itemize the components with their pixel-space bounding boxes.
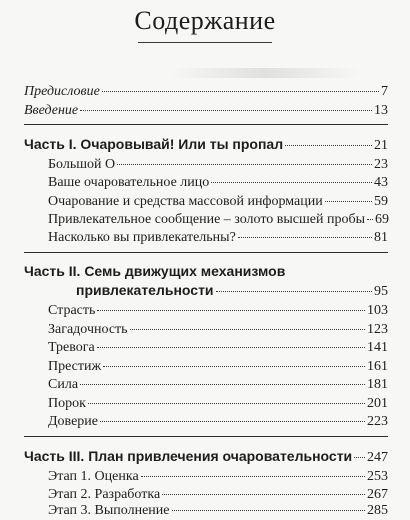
toc-chapter <box>48 413 388 431</box>
toc-chapter <box>48 211 388 229</box>
dot-leader <box>103 366 365 367</box>
entry-page: 267 <box>367 487 388 502</box>
part-page: 95 <box>374 284 388 299</box>
entry-page: 43 <box>374 175 388 190</box>
toc-chapter <box>48 395 388 413</box>
dot-leader <box>141 476 365 477</box>
entry-page: 161 <box>367 359 388 374</box>
entry-page: 141 <box>367 340 388 355</box>
part-title: Часть III. План привлечения очаровательности <box>24 448 353 464</box>
section-divider <box>24 124 388 125</box>
section-divider <box>24 252 388 253</box>
dot-leader <box>354 457 365 458</box>
entry-page: 123 <box>367 322 388 337</box>
entry-page: 201 <box>367 396 388 411</box>
dot-leader <box>172 510 366 511</box>
toc-chapter <box>48 302 388 320</box>
dot-leader <box>97 310 365 311</box>
part-title: Часть I. Очаровывай! Или ты пропал <box>24 136 284 152</box>
entry-label: Насколько вы привлекательны? <box>48 230 236 245</box>
entry-label: Престиж <box>48 359 102 374</box>
toc-chapter <box>48 376 388 394</box>
dot-leader <box>211 182 372 183</box>
toc-part-3 <box>24 447 388 467</box>
entry-label: Введение <box>24 103 79 118</box>
dot-leader <box>88 403 365 404</box>
entry-label: Ваше очаровательное лицо <box>48 175 210 190</box>
entry-page: 253 <box>367 469 388 484</box>
entry-label: Страсть <box>48 303 96 318</box>
entry-page: 223 <box>367 414 388 429</box>
entry-label: Тревога <box>48 340 95 355</box>
toc-chapter <box>48 502 388 520</box>
part-title-line2: привлекательности <box>76 282 214 298</box>
entry-page: 13 <box>374 103 388 118</box>
entry-page: 103 <box>367 303 388 318</box>
entry-label: Порок <box>48 396 86 411</box>
dot-leader <box>238 237 372 238</box>
dot-leader <box>80 110 372 111</box>
entry-page: 285 <box>367 503 388 518</box>
dot-leader <box>325 201 372 202</box>
toc-chapter <box>48 358 388 376</box>
dot-leader <box>130 329 365 330</box>
entry-label: Загадочность <box>48 322 128 337</box>
part-page: 247 <box>367 450 388 465</box>
entry-page: 7 <box>381 84 388 99</box>
bleed-through-shadow <box>170 68 360 78</box>
toc-chapter <box>48 193 388 211</box>
dot-leader <box>285 145 372 146</box>
part-page: 21 <box>374 138 388 153</box>
dot-leader <box>102 91 379 92</box>
entry-label: Привлекательное сообщение – золото высшей пробы <box>48 212 366 227</box>
toc-chapter <box>48 229 388 247</box>
dot-leader <box>216 291 372 292</box>
dot-leader <box>80 384 365 385</box>
dot-leader <box>97 347 365 348</box>
entry-label: Этап 1. Оценка <box>48 469 139 484</box>
dot-leader <box>367 219 373 220</box>
toc-entry-introduction <box>24 102 388 120</box>
entry-label: Очарование и средства массовой информации <box>48 194 323 209</box>
entry-page: 59 <box>374 194 388 209</box>
entry-label: Доверие <box>48 414 98 429</box>
entry-page: 69 <box>375 212 390 227</box>
title-underline <box>138 42 272 43</box>
toc-part-1 <box>24 135 388 155</box>
toc-chapter <box>48 468 388 486</box>
section-divider <box>24 436 388 437</box>
toc-chapter <box>48 156 388 174</box>
toc-chapter <box>48 174 388 192</box>
part-2-title-line1: Часть II. Семь движущих механизмов <box>24 263 286 279</box>
toc-chapter <box>48 339 388 357</box>
entry-label: Этап 3. Выполнение <box>48 503 170 518</box>
entry-page: 81 <box>374 230 388 245</box>
toc-entry-preface <box>24 83 388 101</box>
dot-leader <box>100 421 365 422</box>
toc-part-2 <box>76 281 388 301</box>
entry-label: Большой О <box>48 157 116 172</box>
dot-leader <box>117 164 372 165</box>
entry-label: Предисловие <box>24 84 100 99</box>
toc-chapter <box>48 321 388 339</box>
entry-page: 181 <box>367 377 388 392</box>
entry-page: 23 <box>374 157 388 172</box>
entry-label: Этап 2. Разработка <box>48 487 161 502</box>
entry-label: Сила <box>48 377 79 392</box>
dot-leader <box>162 494 365 495</box>
page-title: Содержание <box>134 6 276 35</box>
